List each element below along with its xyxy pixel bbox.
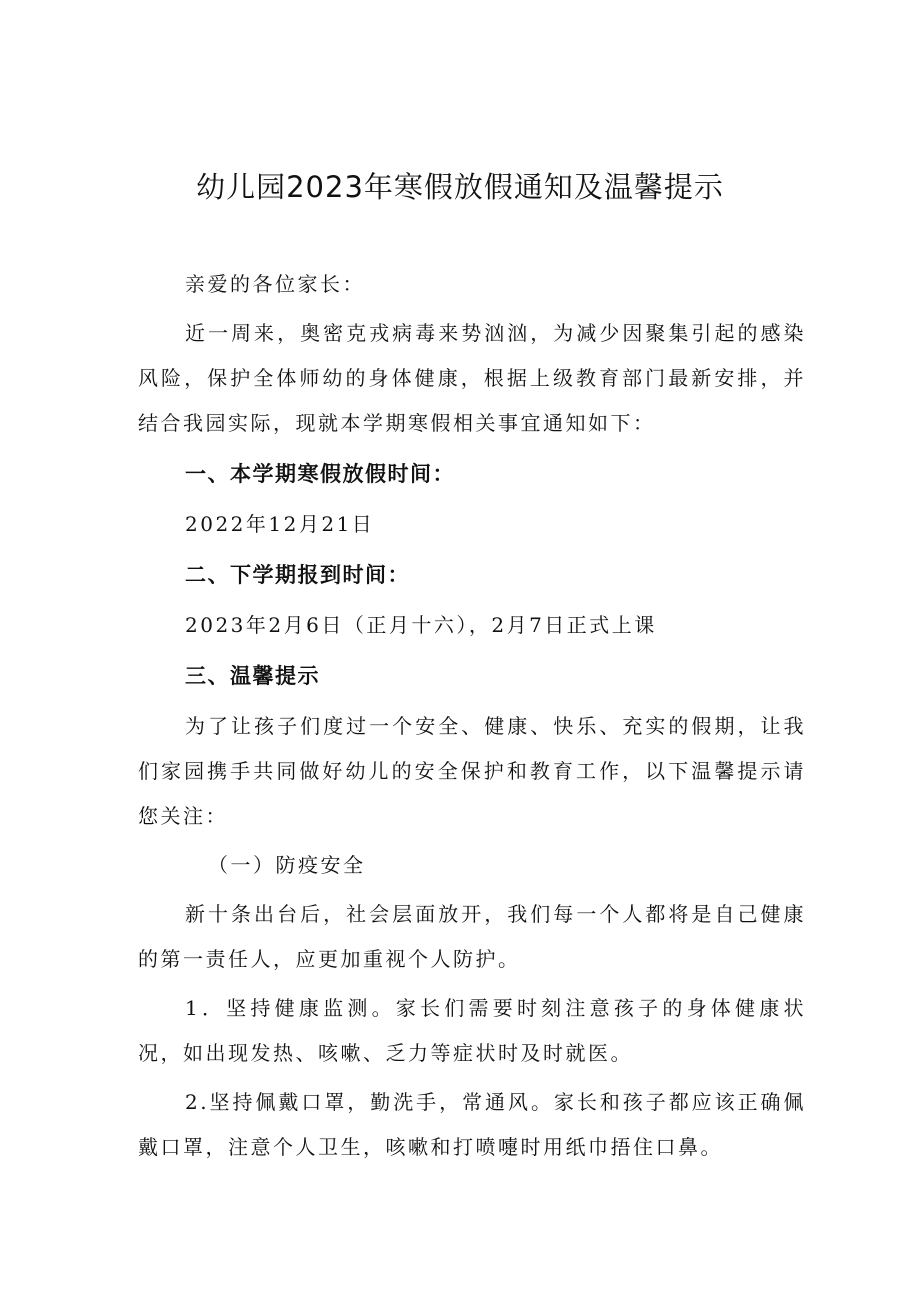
- intro-paragraph: 近一周来，奥密克戎病毒来势汹汹，为减少因聚集引起的感染风险，保护全体师幼的身体健康，根据上级教育部门最新安排，并结合我园实际，现就本学期寒假相关事宜通知如下：: [138, 321, 806, 435]
- greeting: 亲爱的各位家长：: [185, 272, 365, 296]
- list-item-2: 2.坚持佩戴口罩，勤洗手，常通风。家长和孩子都应该正确佩戴口罩，注意个人卫生，咳嗽和打喷嚏时用纸巾捂住口鼻。: [138, 1090, 806, 1159]
- subsection-1-intro: 新十条出台后，社会层面放开，我们每一个人都将是自己健康的第一责任人，应更加重视个人防护。: [138, 902, 806, 971]
- page-title: 幼儿园2023年寒假放假通知及温馨提示: [196, 170, 724, 204]
- subsection-1-heading: （一）防疫安全: [208, 853, 366, 877]
- list-item-1: 1．坚持健康监测。家长们需要时刻注意孩子的身体健康状况，如出现发热、咳嗽、乏力等症状时及时就医。: [138, 996, 806, 1065]
- section-2-date: 2023年2月6日（正月十六），2月7日正式上课: [185, 613, 657, 637]
- section-1-heading: 一、本学期寒假放假时间：: [185, 462, 455, 486]
- section-1-date: 2022年12月21日: [185, 512, 375, 536]
- section-2-heading: 二、下学期报到时间：: [185, 563, 410, 587]
- section-3-intro: 为了让孩子们度过一个安全、健康、快乐、充实的假期，让我们家园携手共同做好幼儿的安全保护和教育工作，以下温馨提示请您关注：: [138, 714, 806, 828]
- section-3-heading: 三、温馨提示: [185, 664, 320, 688]
- document-body: [138, 262, 806, 1170]
